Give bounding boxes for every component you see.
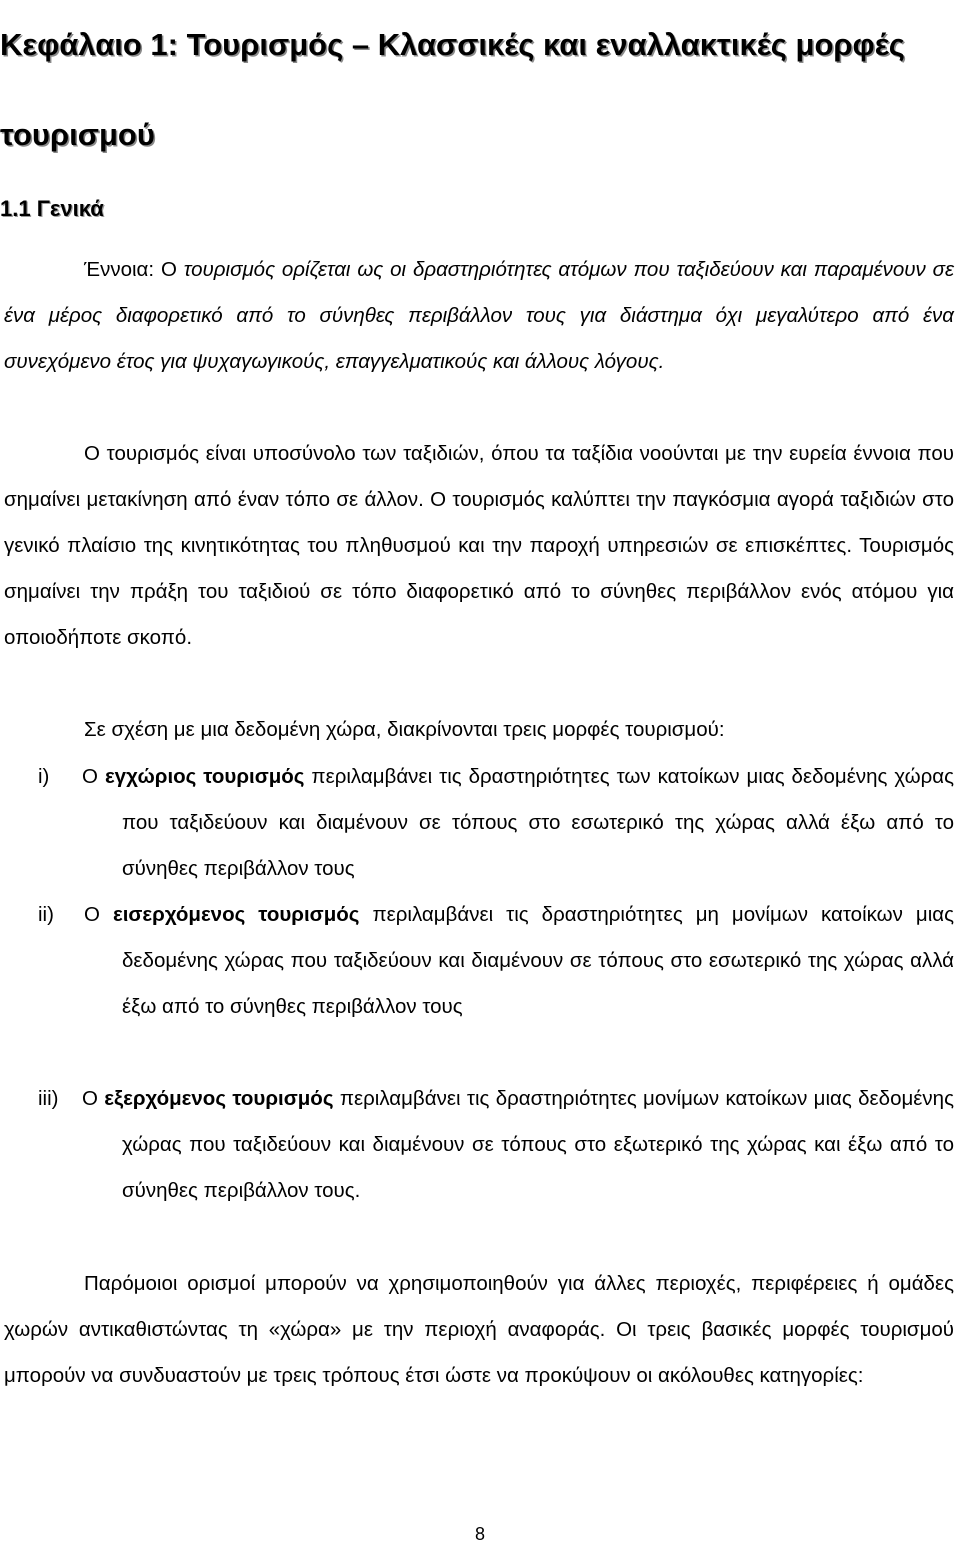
list-item-term: εξερχόμενος τουρισμός — [104, 1087, 334, 1110]
list-item-inbound-tourism — [4, 892, 954, 1030]
list-marker: ii) — [38, 903, 54, 926]
definition-term: Έννοια — [84, 258, 149, 281]
list-item-text — [82, 754, 954, 892]
list-item-lead: Ο — [82, 1087, 105, 1110]
list-item-description: περιλαμβάνει τις δραστηριότητες των κατοίκων μιας δεδομένης χώρας που ταξιδεύουν και διαμένουν σε τόπους στο εσωτερικό της χώρας αλλά έξω από το σύνηθες περιβάλλον τους — [122, 765, 954, 880]
list-item-text — [82, 1076, 954, 1214]
list-item-description: περιλαμβάνει τις δραστηριότητες μονίμων κατοίκων μιας δεδομένης χώρας που ταξιδεύουν και διαμένουν σε τόπους στο εξωτερικό της χώρας και έξω από το σύνηθες περιβάλλον τους. — [122, 1087, 954, 1202]
list-item-lead: Ο — [84, 903, 113, 926]
list-item-text — [84, 892, 954, 1030]
list-item-term: εγχώριος τουρισμός — [104, 765, 305, 788]
list-item-lead: Ο — [82, 765, 105, 788]
definition-separator: : Ο — [148, 258, 177, 281]
list-item-description: περιλαμβάνει τις δραστηριότητες μη μονίμων κατοίκων μιας δεδομένης χώρας που ταξιδεύουν και διαμένουν σε τόπους στο εσωτερικό της χώρας αλλά έξω από το σύνηθες περιβάλλον τους — [122, 903, 954, 1018]
list-item-domestic-tourism — [4, 754, 954, 892]
list-marker: i) — [38, 765, 50, 788]
list-item-term: εισερχόμενος τουρισμός — [112, 903, 360, 926]
page-number: 8 — [474, 1524, 485, 1544]
definition-paragraph — [4, 247, 954, 385]
paragraph-similar-definitions: Παρόμοιοι ορισμοί μπορούν να χρησιμοποιηθούν για άλλες περιοχές, περιφέρειες ή ομάδες χωρών αντικαθιστώντας τη «χώρα» με την περιοχή αναφοράς. Οι τρεις βασικές μορφές τουρισμού μπορούν να συνδυαστούν με τρεις τρόπους έτσι ώστε να προκύψουν οι ακόλουθες κατηγορίες: — [4, 1272, 954, 1387]
list-marker: iii) — [38, 1087, 59, 1110]
chapter-title: Κεφάλαιο 1: Τουρισμός – Κλασσικές και εναλλακτικές μορφές τουρισμού — [0, 27, 905, 152]
paragraph-tourism-subset: Ο τουρισμός είναι υποσύνολο των ταξιδιών, όπου τα ταξίδια νοούνται με την ευρεία έννοια που σημαίνει μετακίνηση από έναν τόπο σε άλλον. Ο τουρισμός καλύπτει την παγκόσμια αγορά ταξιδιών στο γενικό πλαίσιο της κινητικότητας του πληθυσμού και την παροχή υπηρεσιών σε επισκέπτες. Τουρισμός σημαίνει την πράξη του ταξιδιού σε τόπο διαφορετικό από το σύνηθες περιβάλλον ενός ατόμου για οποιοδήποτε σκοπό. — [4, 442, 954, 649]
paragraph-forms-intro: Σε σχέση με μια δεδομένη χώρα, διακρίνονται τρεις μορφές τουρισμού: — [84, 718, 725, 741]
list-item-outbound-tourism — [4, 1076, 954, 1214]
section-heading: 1.1 Γενικά — [0, 196, 104, 221]
definition-text: τουρισμός ορίζεται ως οι δραστηριότητες ατόμων που ταξιδεύουν και παραμένουν σε ένα μέρος διαφορετικό από το σύνηθες περιβάλλον τους για διάστημα όχι μεγαλύτερο από ένα συνεχόμενο έτος για ψυχαγωγικούς, επαγγελματικούς και άλλους λόγους. — [4, 258, 954, 373]
